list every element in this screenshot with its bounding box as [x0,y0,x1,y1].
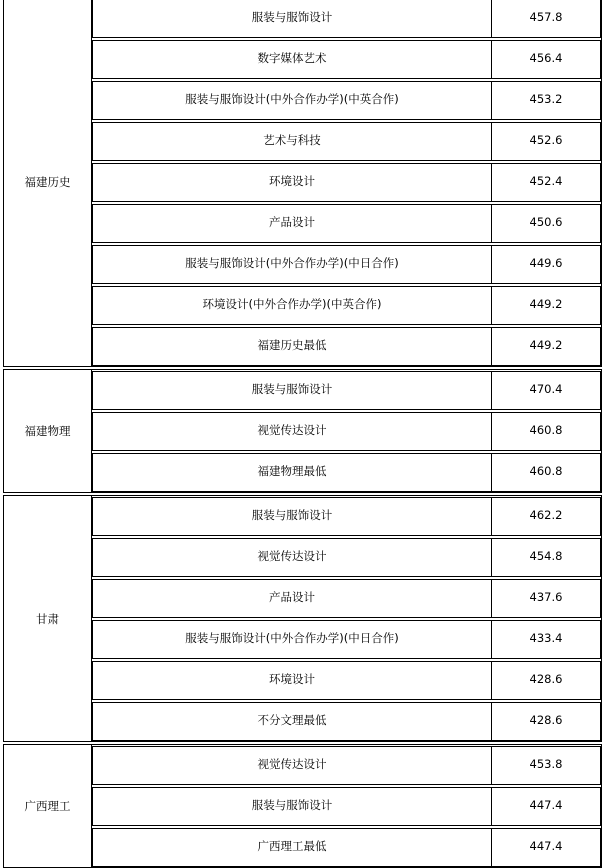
table-row [92,497,601,536]
score-cell: 454.8 [529,549,563,563]
region-cell: 福建物理 [4,370,92,492]
table-row [92,122,601,161]
major-cell: 环境设计 [93,662,492,699]
major-cell: 艺术与科技 [93,123,492,160]
major-cell: 产品设计 [93,205,492,242]
score-cell: 456.4 [529,51,563,65]
major-cell: 环境设计(中外合作办学)(中英合作) [93,287,492,324]
major-cell: 福建物理最低 [93,454,492,491]
table-row [92,412,601,451]
score-cell: 449.2 [529,338,563,352]
score-cell: 437.6 [529,590,563,604]
score-cell: 460.8 [529,464,563,478]
major-cell: 视觉传达设计 [93,413,492,450]
major-cell: 视觉传达设计 [93,747,492,784]
major-cell: 服装与服饰设计 [93,498,492,535]
score-cell: 452.6 [529,133,563,147]
table-row [92,163,601,202]
region-group [3,744,602,868]
table-row [92,81,601,120]
score-cell: 452.4 [529,174,563,188]
table-row [92,620,601,659]
table-row [92,579,601,618]
score-cell: 447.4 [529,839,563,853]
region-group [3,495,602,742]
score-cell: 462.2 [529,508,563,522]
score-cell: 447.4 [529,798,563,812]
score-cell: 460.8 [529,423,563,437]
table-row [92,245,601,284]
table-row [92,538,601,577]
table-row [92,204,601,243]
major-cell: 数字媒体艺术 [93,41,492,78]
score-cell: 457.8 [529,10,563,24]
major-cell: 服装与服饰设计 [93,372,492,409]
score-cell: 453.8 [529,757,563,771]
score-cell: 470.4 [529,382,563,396]
region-cell: 甘肃 [4,496,92,741]
table-row [92,40,601,79]
score-cell: 453.2 [529,92,563,106]
table-row [92,787,601,826]
table-row [92,453,601,492]
region-group [3,0,602,367]
major-cell: 广西理工最低 [93,829,492,866]
region-group [3,369,602,493]
major-cell: 服装与服饰设计 [93,788,492,825]
major-cell: 视觉传达设计 [93,539,492,576]
major-cell: 环境设计 [93,164,492,201]
score-cell: 433.4 [529,631,563,645]
major-cell: 服装与服饰设计 [93,0,492,37]
region-cell: 福建历史 [4,0,92,366]
major-cell: 福建历史最低 [93,328,492,365]
table-row [92,828,601,867]
score-cell: 450.6 [529,215,563,229]
table-row [92,286,601,325]
major-cell: 服装与服饰设计(中外合作办学)(中英合作) [93,82,492,119]
table-row [92,746,601,785]
table-row [92,371,601,410]
score-table [3,0,602,866]
table-row [92,0,601,38]
score-cell: 449.2 [529,297,563,311]
table-row [92,702,601,741]
major-cell: 服装与服饰设计(中外合作办学)(中日合作) [93,621,492,658]
table-row [92,327,601,366]
major-cell: 产品设计 [93,580,492,617]
region-cell: 广西理工 [4,745,92,867]
score-cell: 449.6 [529,256,563,270]
table-row [92,661,601,700]
major-cell: 服装与服饰设计(中外合作办学)(中日合作) [93,246,492,283]
major-cell: 不分文理最低 [93,703,492,740]
score-cell: 428.6 [529,713,563,727]
score-cell: 428.6 [529,672,563,686]
